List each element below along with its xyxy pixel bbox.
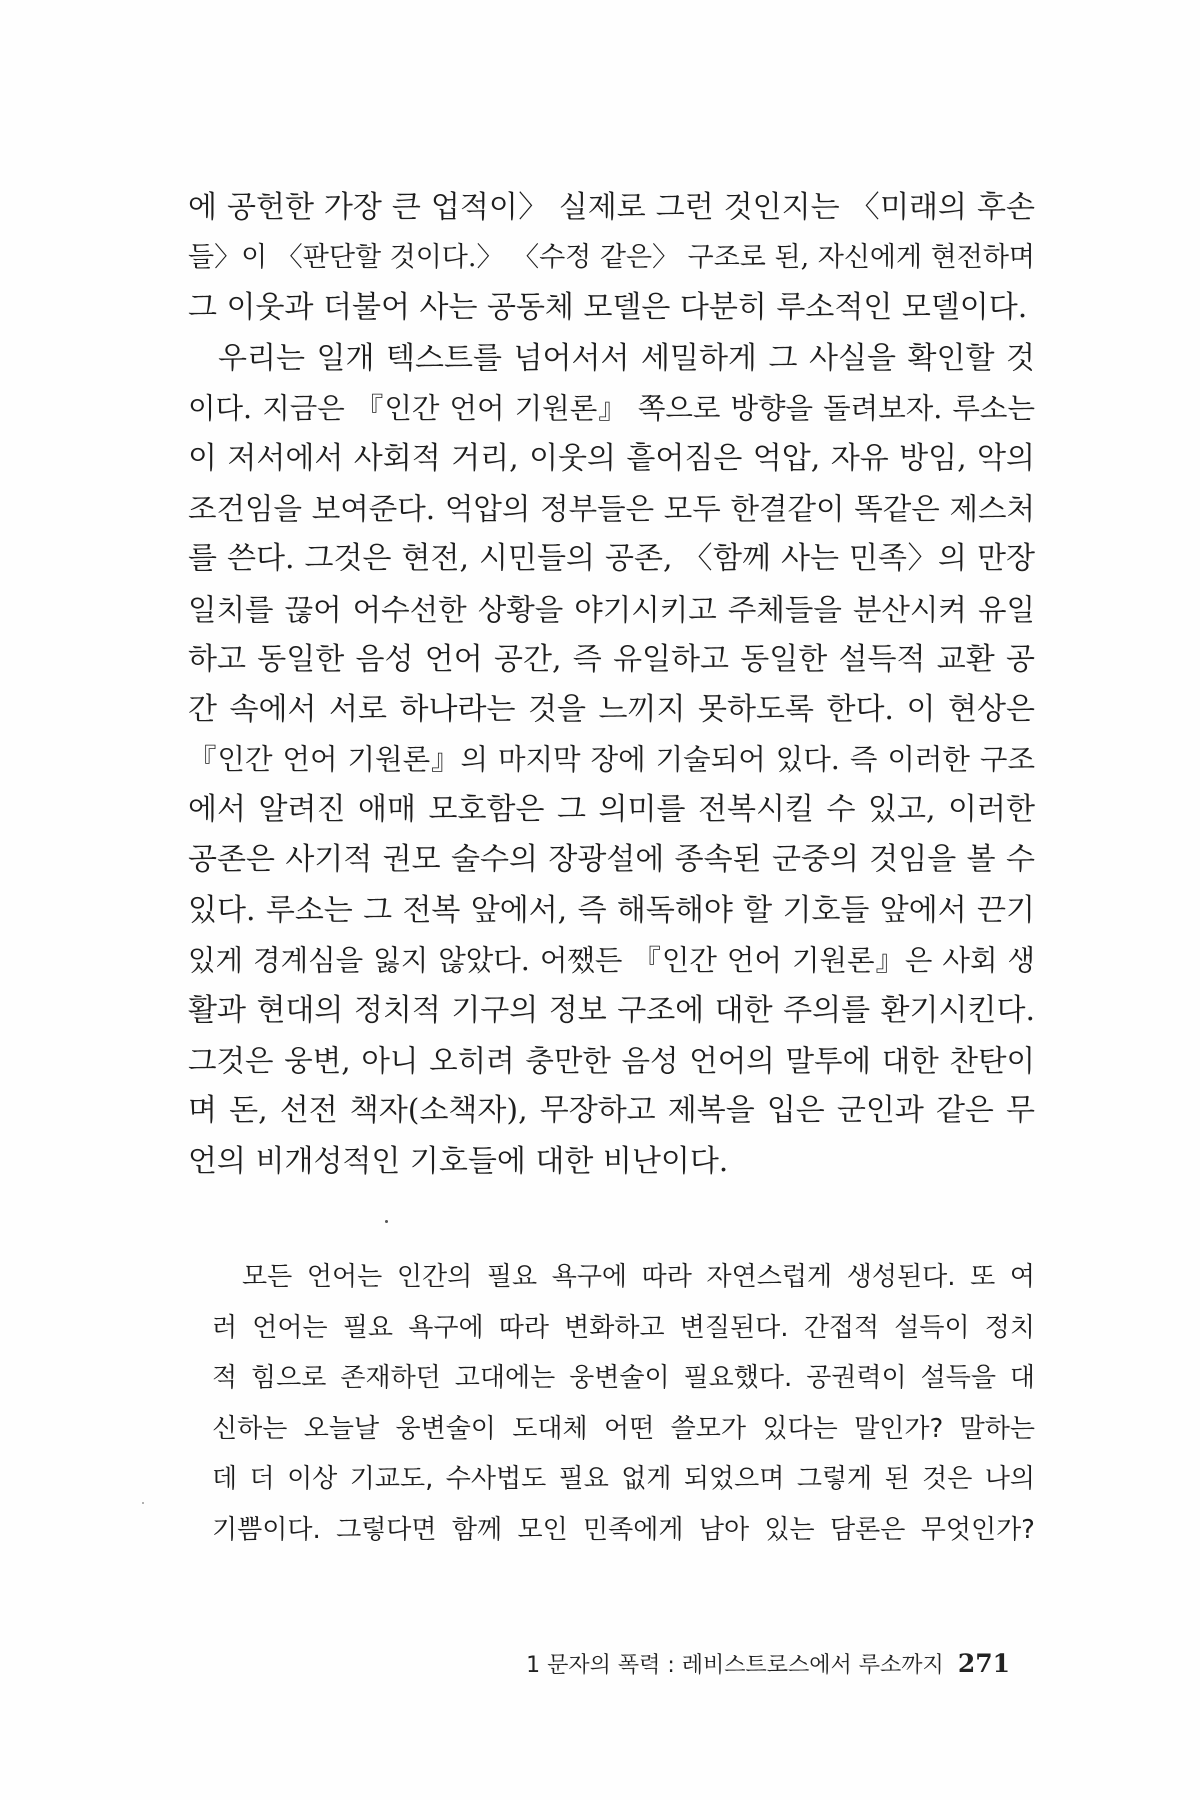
quote-line: 적 힘으로 존재하던 고대에는 웅변술이 필요했다. 공권력이 설득을 대: [212, 1363, 1035, 1393]
running-head: 1 문자의 폭력 : 레비스트로스에서 루소까지: [526, 1653, 944, 1678]
text-line: 에서 알려진 애매 모호함은 그 의미를 전복시킬 수 있고, 이러한: [188, 792, 1035, 828]
main-text-block: [188, 183, 1035, 1187]
text-line: 간 속에서 서로 하나라는 것을 느끼지 못하도록 한다. 이 현상은: [188, 691, 1035, 727]
print-speck: [142, 1502, 144, 1504]
block-quote: [212, 1252, 1035, 1555]
page-number: 271: [957, 1649, 1010, 1678]
text-line: 에 공헌한 가장 큰 업적이〉 실제로 그런 것인지는 〈미래의 후손: [188, 190, 1035, 225]
text-line: 들〉이 〈판단할 것이다.〉 〈수정 같은〉 구조로 된, 자신에게 현전하며: [188, 242, 1035, 274]
quote-line: 데 더 이상 기교도, 수사법도 필요 없게 되었으며 그렇게 된 것은 나의: [212, 1464, 1035, 1494]
text-line: 우리는 일개 텍스트를 넘어서서 세밀하게 그 사실을 확인할 것: [218, 340, 1035, 376]
text-line: 활과 현대의 정치적 기구의 정보 구조에 대한 주의를 환기시킨다.: [188, 993, 1035, 1028]
text-line: 『인간 언어 기원론』의 마지막 장에 기술되어 있다. 즉 이러한 구조: [188, 743, 1035, 777]
quote-line: 기쁨이다. 그렇다면 함께 모인 민족에게 남아 있는 담론은 무엇인가?: [212, 1514, 1035, 1545]
text-line: 하고 동일한 음성 언어 공간, 즉 유일하고 동일한 설득적 교환 공: [188, 641, 1035, 677]
text-line: 공존은 사기적 권모 술수의 장광설에 종속된 군중의 것임을 볼 수: [188, 842, 1035, 878]
quote-line: 모든 언어는 인간의 필요 욕구에 따라 자연스럽게 생성된다. 또 여: [242, 1262, 1035, 1292]
print-speck: [385, 1220, 388, 1223]
text-line: 이 저서에서 사회적 거리, 이웃의 흩어짐은 억압, 자유 방임, 악의: [188, 440, 1035, 476]
quote-line: 신하는 오늘날 웅변술이 도대체 어떤 쓸모가 있다는 말인가? 말하는: [212, 1413, 1035, 1444]
text-line: 그것은 웅변, 아니 오히려 충만한 음성 언어의 말투에 대한 찬탄이: [188, 1044, 1035, 1079]
text-line: 그 이웃과 더불어 사는 공동체 모델은 다분히 루소적인 모델이다.: [188, 290, 1028, 326]
text-line: 일치를 끊어 어수선한 상황을 야기시키고 주체들을 분산시켜 유일: [188, 592, 1035, 627]
text-line: 있다. 루소는 그 전복 앞에서, 즉 해독해야 할 기호들 앞에서 끈기: [188, 892, 1035, 928]
text-line: 있게 경계심을 잃지 않았다. 어쨌든 『인간 언어 기원론』은 사회 생: [188, 943, 1035, 977]
text-line: 이다. 지금은 『인간 언어 기원론』 쪽으로 방향을 돌려보자. 루소는: [188, 391, 1035, 425]
text-line: 조건임을 보여준다. 억압의 정부들은 모두 한결같이 똑같은 제스처: [188, 492, 1035, 527]
text-line: 언의 비개성적인 기호들에 대한 비난이다.: [188, 1143, 729, 1179]
text-line: 며 돈, 선전 책자(소책자), 무장하고 제복을 입은 군인과 같은 무: [188, 1093, 1035, 1129]
quote-line: 러 언어는 필요 욕구에 따라 변화하고 변질된다. 간접적 설득이 정치: [212, 1312, 1035, 1343]
page-footer: [526, 1648, 1010, 1679]
text-line: 를 쓴다. 그것은 현전, 시민들의 공존, 〈함께 사는 민족〉의 만장: [188, 541, 1035, 577]
